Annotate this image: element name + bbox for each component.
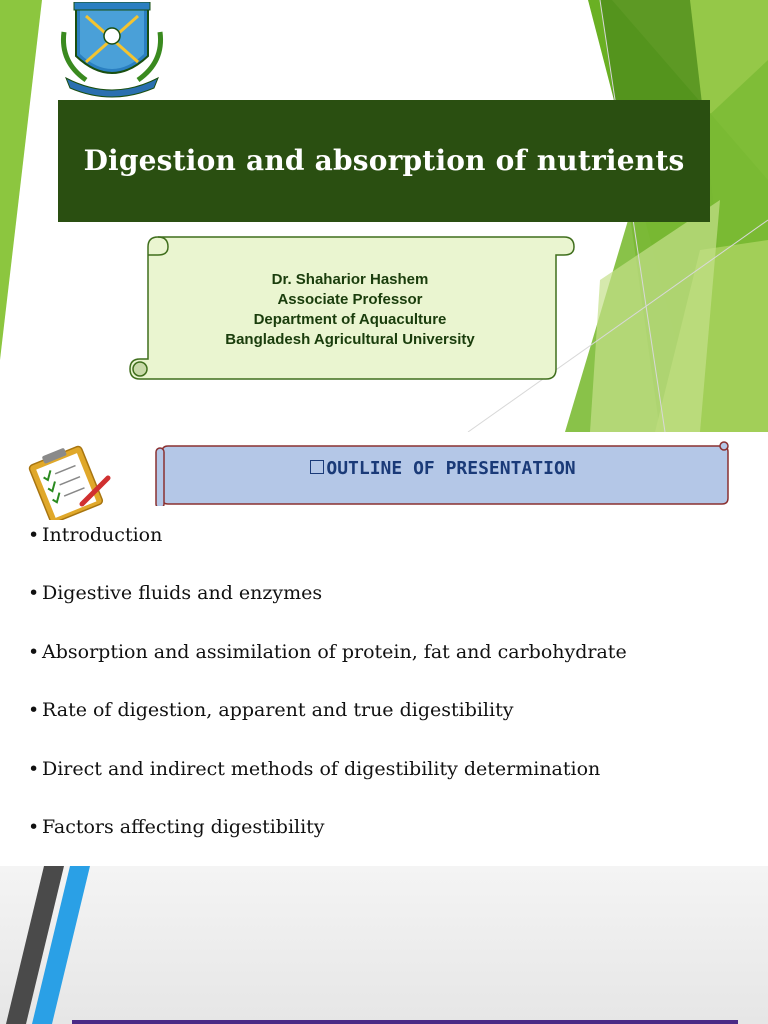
list-item: • Absorption and assimilation of protein, fat and carbohydrate <box>28 640 627 663</box>
author-name: Dr. Shaharior Hashem <box>271 271 429 288</box>
slide-title: Digestion and absorption of nutrients <box>83 143 685 177</box>
list-item: • Digestive fluids and enzymes <box>28 582 323 605</box>
list-item: • Rate of digestion, apparent and true digestibility <box>28 699 514 722</box>
list-item: • Direct and indirect methods of digestibility determination <box>28 757 601 780</box>
outline-slide <box>0 432 768 864</box>
checkbox-icon <box>310 460 324 474</box>
author-position: Associate Professor <box>277 291 423 308</box>
author-block <box>150 270 550 350</box>
title-box <box>58 100 710 222</box>
next-slide-partial <box>0 866 768 1024</box>
list-item: • Introduction <box>28 524 163 546</box>
title-slide <box>0 0 768 432</box>
outline-heading-text: OUTLINE OF PRESENTATION <box>326 458 576 479</box>
clipboard-checklist-icon <box>24 444 116 520</box>
outline-heading <box>168 458 718 479</box>
outline-list <box>28 520 627 864</box>
author-department: Department of Aquaculture <box>253 311 447 328</box>
university-crest-icon <box>56 2 168 98</box>
author-university: Bangladesh Agricultural University <box>225 331 475 348</box>
content-bar <box>72 1020 738 1024</box>
list-item: • Factors affecting digestibility <box>28 815 325 838</box>
stripe-decoration <box>0 866 768 1024</box>
